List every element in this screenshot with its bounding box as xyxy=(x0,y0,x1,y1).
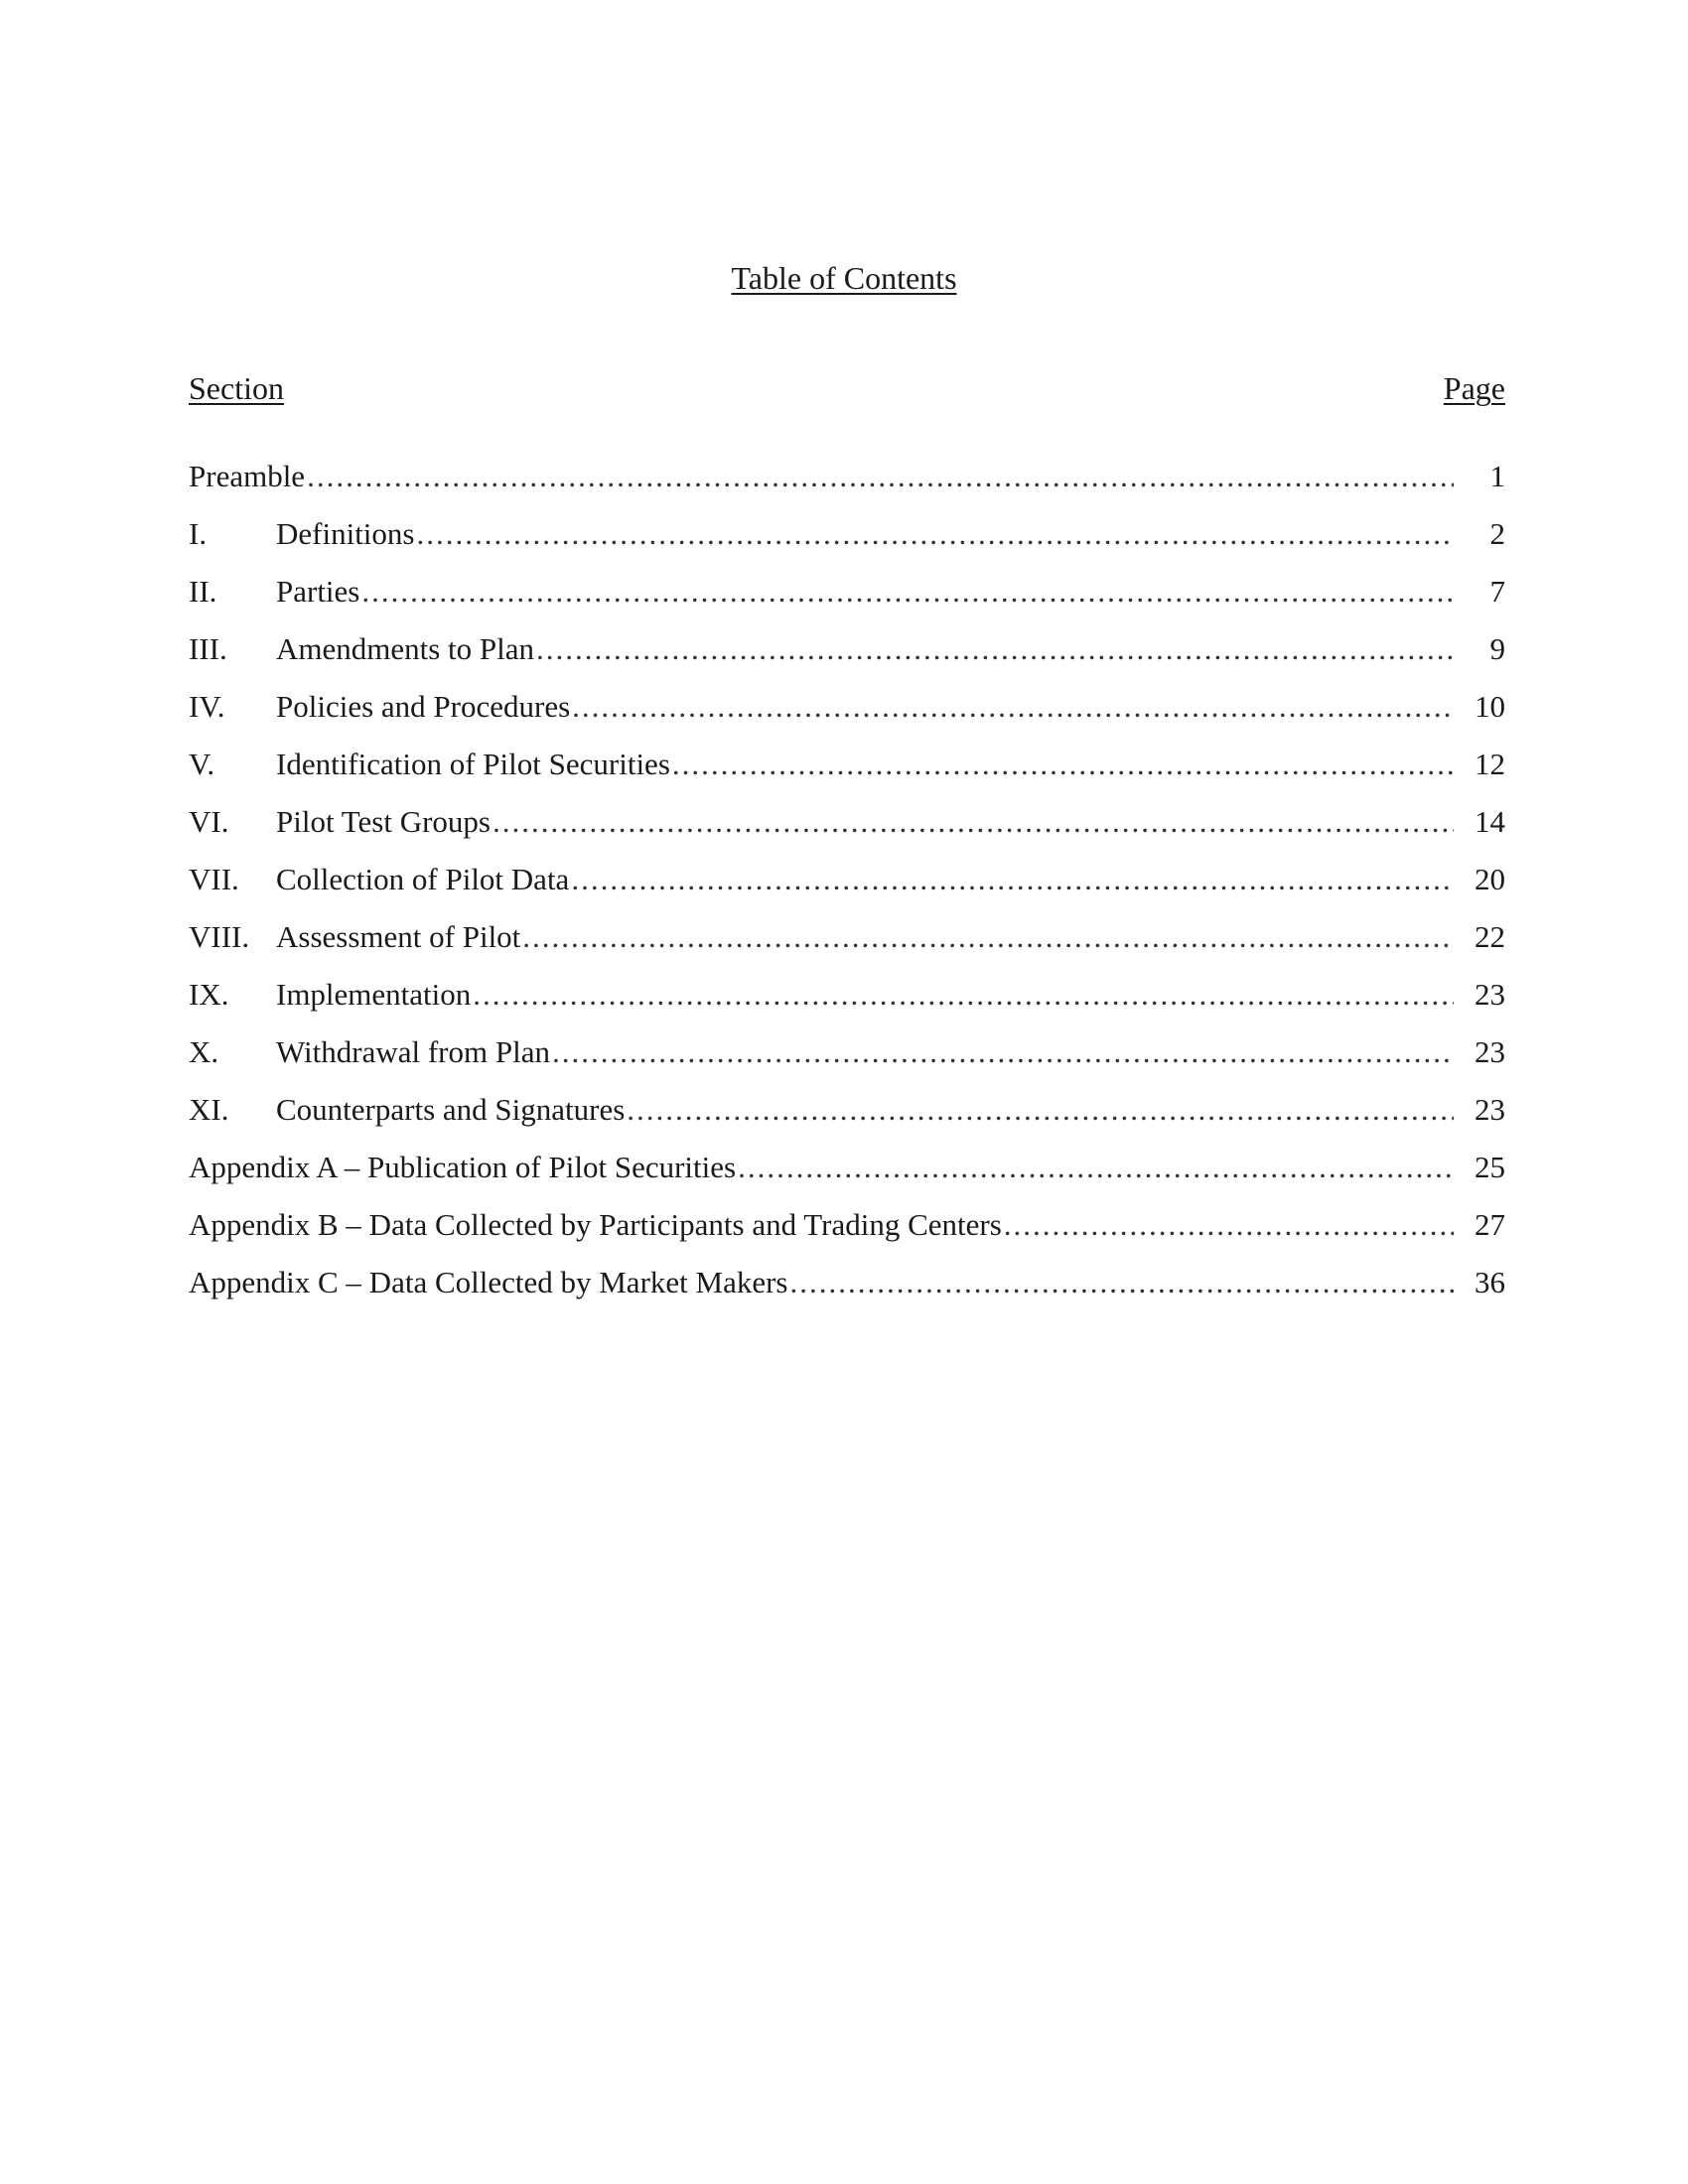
toc-entry-label xyxy=(189,858,1454,901)
toc-entry-title: Assessment of Pilot xyxy=(276,919,521,954)
toc-entry-label xyxy=(189,1261,1454,1304)
toc-entry-title: Identification of Pilot Securities xyxy=(276,747,670,781)
toc-entry-title: Counterparts and Signatures xyxy=(276,1092,626,1127)
toc-entry-page-number: 10 xyxy=(1475,689,1505,724)
dot-leader xyxy=(788,1261,1455,1304)
toc-entry-page-number: 23 xyxy=(1475,1092,1505,1127)
toc-entry-label xyxy=(189,1030,1454,1074)
dot-leader xyxy=(670,743,1454,786)
toc-entry-page-number: 1 xyxy=(1489,459,1505,493)
dot-leader xyxy=(520,915,1454,959)
toc-entry[interactable] xyxy=(189,685,1505,743)
toc-entry-label xyxy=(189,743,1454,786)
toc-entry-page-number: 25 xyxy=(1475,1150,1505,1184)
toc-entry-label xyxy=(189,973,1454,1017)
dot-leader xyxy=(415,512,1455,556)
column-headings xyxy=(189,366,1505,410)
toc-entry-label xyxy=(189,1146,1454,1189)
dot-leader xyxy=(625,1088,1454,1132)
toc-title-text: Table of Contents xyxy=(731,260,957,296)
dot-leader xyxy=(491,800,1454,844)
toc-entry-number: IX. xyxy=(189,977,229,1012)
toc-entry-number: III. xyxy=(189,631,227,666)
toc-entry-label xyxy=(189,1203,1454,1247)
toc-entry[interactable] xyxy=(189,1261,1505,1318)
dot-leader xyxy=(736,1146,1454,1189)
toc-entry[interactable] xyxy=(189,915,1505,973)
dot-leader xyxy=(1002,1203,1454,1247)
toc-entry-title: Definitions xyxy=(276,516,415,551)
toc-title xyxy=(0,256,1688,300)
toc-entry-label xyxy=(189,570,1454,614)
toc-entry-number: X. xyxy=(189,1034,219,1069)
toc-entry-title: Parties xyxy=(276,574,360,609)
toc-entry-page-number: 23 xyxy=(1475,1034,1505,1069)
toc-entry-title: Preamble xyxy=(189,459,306,493)
dot-leader xyxy=(550,1030,1454,1074)
toc-entry-number: V. xyxy=(189,747,215,781)
toc-entry-number: VII. xyxy=(189,862,239,896)
section-column-heading: Section xyxy=(189,370,284,406)
toc-entry-number: IV. xyxy=(189,689,225,724)
dot-leader xyxy=(359,570,1454,614)
toc-entry-number: VIII. xyxy=(189,919,250,954)
toc-entry-page-number: 27 xyxy=(1475,1207,1505,1242)
toc-entry-page-number: 2 xyxy=(1489,516,1505,551)
dot-leader xyxy=(570,685,1454,729)
toc-entry[interactable] xyxy=(189,858,1505,915)
toc-entry-page-number: 14 xyxy=(1475,804,1505,839)
toc-entry-title: Withdrawal from Plan xyxy=(276,1034,550,1069)
toc-entry-title: Amendments to Plan xyxy=(276,631,535,666)
toc-entry[interactable] xyxy=(189,973,1505,1030)
toc-entry-label xyxy=(189,627,1454,671)
toc-entry-number: XI. xyxy=(189,1092,229,1127)
toc-entry[interactable] xyxy=(189,1088,1505,1146)
dot-leader xyxy=(471,973,1454,1017)
toc-entry-label xyxy=(189,1088,1454,1132)
toc-entry-label xyxy=(189,915,1454,959)
toc-entry-page-number: 7 xyxy=(1489,574,1505,609)
toc-entry[interactable] xyxy=(189,743,1505,800)
toc-entry[interactable] xyxy=(189,570,1505,627)
toc-entry-title: Implementation xyxy=(276,977,472,1012)
toc-entry[interactable] xyxy=(189,1030,1505,1088)
toc-entry-title: Appendix C – Data Collected by Market Makers xyxy=(189,1265,788,1299)
dot-leader xyxy=(305,455,1454,498)
toc-entries xyxy=(189,455,1505,1318)
toc-entry-number: VI. xyxy=(189,804,229,839)
toc-entry[interactable] xyxy=(189,512,1505,570)
toc-entry-label xyxy=(189,455,1454,498)
toc-entry-label xyxy=(189,512,1454,556)
dot-leader xyxy=(569,858,1454,901)
page-column-heading: Page xyxy=(1443,370,1505,406)
toc-entry-page-number: 12 xyxy=(1475,747,1505,781)
toc-entry-label xyxy=(189,685,1454,729)
toc-entry[interactable] xyxy=(189,1146,1505,1203)
toc-entry-page-number: 9 xyxy=(1489,631,1505,666)
toc-entry[interactable] xyxy=(189,1203,1505,1261)
toc-entry[interactable] xyxy=(189,455,1505,512)
toc-entry-label xyxy=(189,800,1454,844)
toc-entry-title: Policies and Procedures xyxy=(276,689,571,724)
toc-entry-page-number: 23 xyxy=(1475,977,1505,1012)
toc-entry-number: I. xyxy=(189,516,208,551)
toc-entry-page-number: 36 xyxy=(1475,1265,1505,1299)
toc-entry-page-number: 22 xyxy=(1475,919,1505,954)
toc-entry-number: II. xyxy=(189,574,217,609)
dot-leader xyxy=(534,627,1454,671)
toc-entry-title: Appendix A – Publication of Pilot Securities xyxy=(189,1150,737,1184)
toc-entry-page-number: 20 xyxy=(1475,862,1505,896)
toc-entry-title: Collection of Pilot Data xyxy=(276,862,570,896)
toc-entry-title: Appendix B – Data Collected by Participants and Trading Centers xyxy=(189,1207,1002,1242)
toc-entry[interactable] xyxy=(189,800,1505,858)
toc-entry-title: Pilot Test Groups xyxy=(276,804,492,839)
toc-entry[interactable] xyxy=(189,627,1505,685)
